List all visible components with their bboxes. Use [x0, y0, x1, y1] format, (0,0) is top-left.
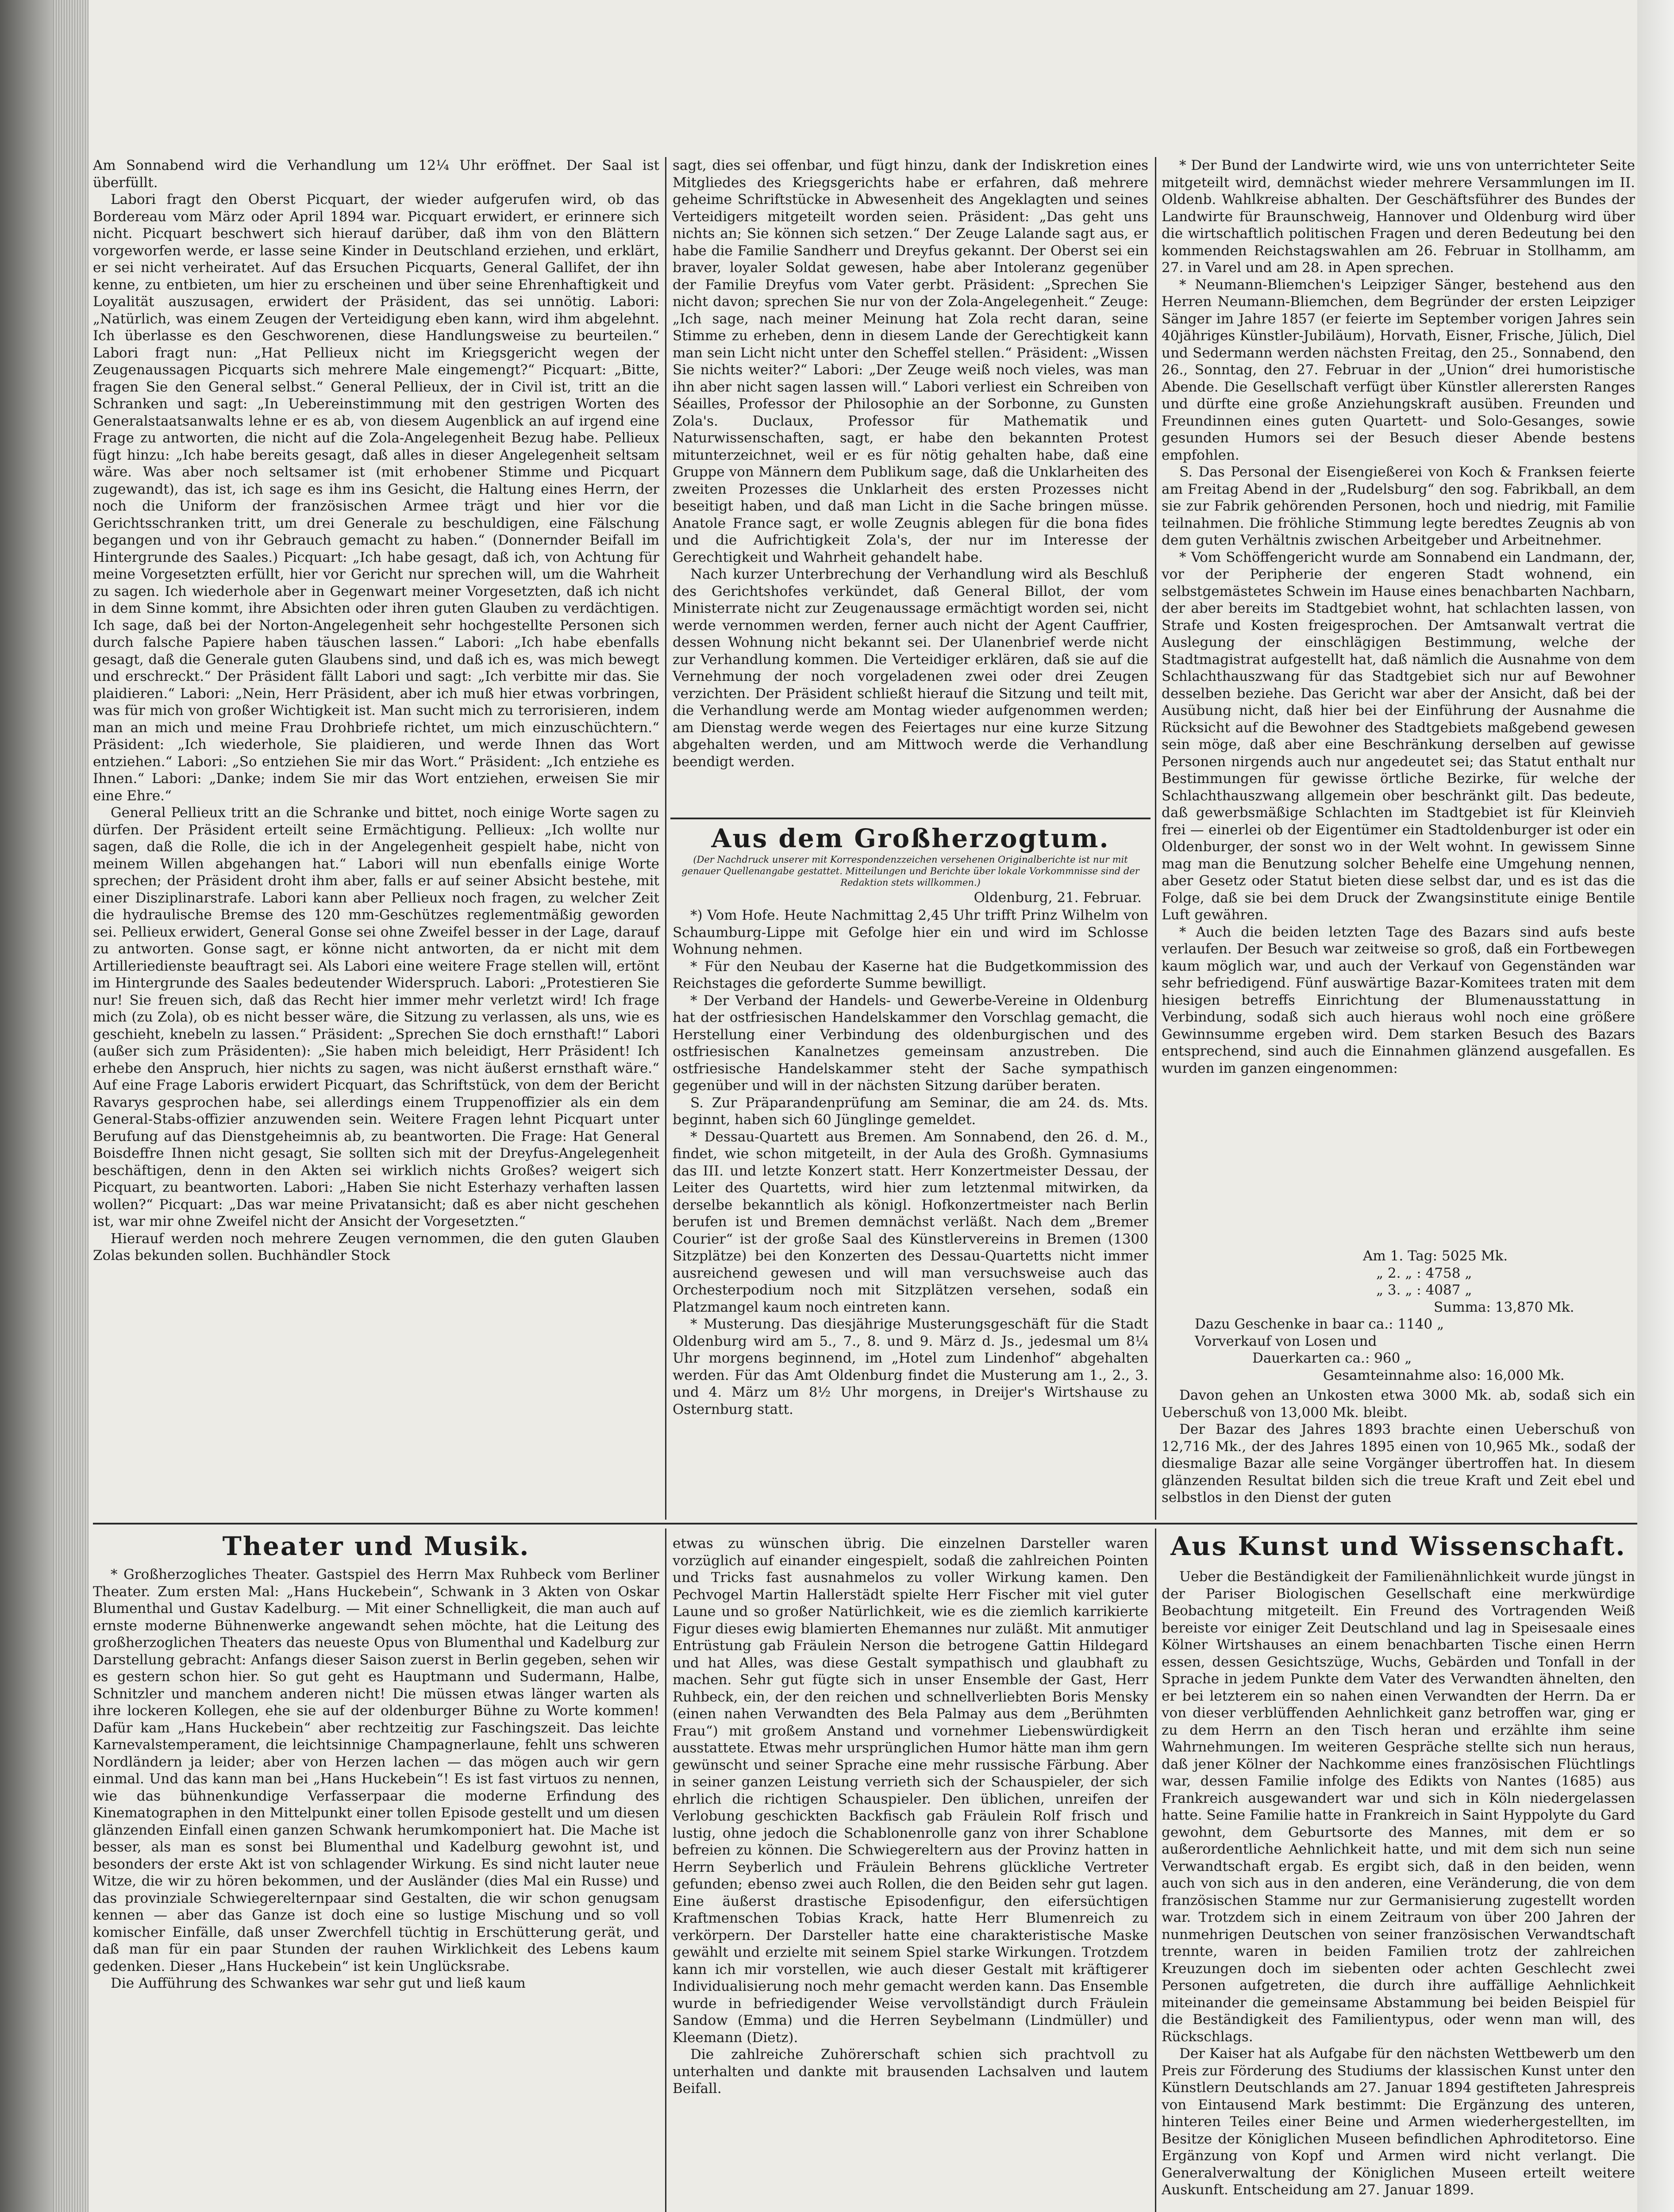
news-item: * Neumann-Bliemchen's Leipziger Sänger, bestehend aus den Herren Neumann-Bliemchen, dem Begründer der ersten Leipziger Sänger im Jahre 1857 (er feierte im September vorigen Jahres sein 40jähriges Künstler-Jubiläum), Horvath, Eisner, Frische, Jülich, Diel und Sedermann werden nächsten Freitag, den 25., Sonnabend, den 26., Sonntag, den 27. Februar in der „Union“ drei humoristische Abende. Die Gesellschaft verfügt über Künstler allerersten Ranges und dürfte eine große Anziehungskraft ausüben. Freunden und Freundinnen eines guten Quartett- und Solo-Gesanges, sowie gesunden Humors sei der Besuch dieser Abende bestens empfohlen.	[1162, 276, 1635, 463]
news-item: * Musterung. Das diesjährige Musterungsgeschäft für die Stadt Oldenburg wird am 5., 7., 8. und 9. März d. Js., jedesmal um 8¼ Uhr morgens beginnend, im „Hotel zum Lindenhof“ abgehalten werden. Für das Amt Oldenburg findet die Musterung am 1., 2., 3. und 4. März um 8½ Uhr morgens, in Dreijer's Wirtshause zu Osternburg statt.	[673, 1316, 1148, 1417]
totals-value: 1140 „	[1397, 1316, 1444, 1332]
column-divider	[665, 1528, 666, 2212]
news-item: Ueber die Beständigkeit der Familienähnlichkeit wurde jüngst in der Pariser Biologischen Gesellschaft eine merkwürdige Beobachtung mitgeteilt. Ein Freund des Vortragenden Weiß bereiste vor einiger Zeit Deutschland und lag in Speisesaale eines Kölner Wirtshauses an einem benachbarten Tische einen Herrn essen, dessen Gesichtszüge, Wuchs, Gebärden und Tonfall in der Sprache in jedem Punkte dem Vater des Verwandten ähnelten, den er bei letzterem ein so nahen einen Verwandten der Herrn. Da er von dieser verblüffenden Aehnlichkeit ganz betroffen war, ging er zu dem Herrn an den Tisch heran und erzählte ihm seine Wahrnehmungen. Im weiteren Gespräche stellte sich nun heraus, daß jener Kölner der Nachkomme eines französischen Flüchtlings war, dessen Familie infolge des Edikts von Nantes (1685) aus Frankreich ausgewandert war und sich in Köln niedergelassen hatte. Seine Familie hatte in Frankreich in Saint Hyppolyte du Gard gewohnt, dem Geburtsorte des Mannes, mit dem er so außerordentliche Aehnlichkeit hatte, und mit dem sich nun seine Verwandtschaft ergab. Es ergibt sich, daß in den beiden, wenn auch von sich aus in den anderen, eine Veränderung, die von dem französischen Stamme nur zur Germanisierung zugestellt worden war. Trotzdem sich in einem Zeitraum von über 200 Jahren der nunmehrigen Deutschen von seiner französischen Verwandtschaft trennte, waren in beiden Familien trotz der zahlreichen Kreuzungen doch im siebenten oder achten Geschlecht zwei Personen aufgetreten, die durch ihre auffällige Aehnlichkeit miteinander die gemeinsame Abstammung bei beiden Beispiel für die Beständigkeit des Familientypus, oder wenn man will, des Rückschlags.	[1162, 1569, 1635, 2045]
column-divider	[1155, 157, 1156, 1520]
totals-label: Summa:	[1434, 1299, 1491, 1315]
article-paragraph: Labori fragt den Oberst Picquart, der wieder aufgerufen wird, ob das Bordereau vom März oder April 1894 war. Picquart erwidert, er erinnere sich nicht. Picquart beschwert sich hierauf darüber, daß ihm von den Blättern vorgeworfen werde, er lasse seine Kinder in Deutschland erziehen, und erklärt, er sei nicht verheiratet. Auf das Ersuchen Picquarts, General Gallifet, der ihn kenne, zu entbieten, um hier zu erscheinen und über seine Ehrenhaftigkeit und Loyalität auszusagen, erwidert der Präsident, das sei unnötig. Labori: „Natürlich, was einem Zeugen der Verteidigung eben kann, wird ihm abgelehnt. Ich überlasse es den Geschworenen, diese Handlungsweise zu beurteilen.“ Labori fragt nun: „Hat Pellieux nicht im Kriegsgericht wegen der Zeugenaussagen Picquarts sich mehrere Male eingemengt?“ Picquart: „Bitte, fragen Sie den General selbst.“ General Pellieux, der in Civil ist, tritt an die Schranken und sagt: „In Uebereinstimmung mit den gestrigen Worten des Generalstaatsanwalts lehne er es ab, von diesem Augenblick an auf irgend eine Frage zu antworten, die nicht auf die Zola-Angelegenheit Bezug habe. Pellieux fügt hinzu: „Ich habe bereits gesagt, daß alles in dieser Angelegenheit seltsam wäre. Was aber noch seltsamer ist (mit erhobener Stimme und Picquart zugewandt), das ist, ich sage es ihm ins Gesicht, die Haltung eines Herrn, der noch die Uniform der französischen Armee trägt und hier vor die Gerichtsschranken tritt, um drei Generale zu beschuldigen, eine Fälschung begangen und von ihr Gebrauch gemacht zu haben.“ (Donnernder Beifall im Hintergrunde des Saales.) Picquart: „Ich habe gesagt, daß ich, von Achtung für meine Vorgesetzten erfüllt, hier vor Gericht nur sprechen will, um die Wahrheit zu sagen. Ich wiederhole aber in Gegenwart meiner Vorgesetzten, daß ich nicht in dem Sinne kommt, ihre Absichten oder ihren guten Glauben zu verdächtigen. Ich sage, daß bei der Norton-Angelegenheit sehr hochgestellte Personen sich durch falsche Papiere haben täuschen lassen.“ Labori: „Ich habe ebenfalls gesagt, daß die Generale guten Glaubens sind, und daß ich es, was mich bewegt und erschreckt.“ Der Präsident fällt Labori und sagt: „Ich verbitte mir das. Sie plaidieren.“ Labori: „Nein, Herr Präsident, aber ich muß hier etwas vorbringen, was für mich von großer Wichtigkeit ist. Man sucht mich zu terrorisieren, indem man an mich und meine Frau Drohbriefe richtet, um mich einzuschüchtern.“ Präsident: „Ich wiederhole, Sie plaidieren, und werde Ihnen das Wort entziehen.“ Labori: „So entziehen Sie mir das Wort.“ Präsident: „Ich entziehe es Ihnen.“ Labori: „Danke; indem Sie mir das Wort entziehen, erweisen Sie mir eine Ehre.“	[93, 192, 659, 804]
totals-value: 960 „	[1374, 1350, 1412, 1366]
totals-value: 4758 „	[1425, 1265, 1472, 1281]
totals-label: Dazu Geschenke in baar ca.:	[1195, 1316, 1393, 1332]
article-paragraph: Am Sonnabend wird die Verhandlung um 12¼ Uhr eröffnet. Der Saal ist überfüllt.	[93, 157, 659, 191]
article-paragraph: Nach kurzer Unterbrechung der Verhandlung wird als Beschluß des Gerichtshofes verkündet, daß General Billot, der vom Ministerrate nicht zur Zeugenaussage ermächtigt worden sei, nicht werde vernommen werden, ferner auch nicht der Agent Cauffrier, dessen Wohnung nicht bekannt sei. Der Ulanenbrief werde nicht zur Verhandlung kommen. Die Verteidiger erklären, daß sie auf die Vernehmung der noch vorgeladenen zwei oder drei Zeugen verzichten. Der Präsident schließt hierauf die Sitzung und teilt mit, die Verhandlung werde am Montag wieder aufgenommen werden; am Dienstag werde wegen des Feiertages nur eine kurze Sitzung abgehalten werden, und am Mittwoch werde die Verhandlung beendigt werden.	[673, 566, 1148, 770]
column-theater-cont	[673, 1535, 1148, 2212]
section-title-kunst: Aus Kunst und Wissenschaft.	[1170, 1531, 1626, 1561]
column-theater	[93, 1566, 659, 2212]
news-item: * Der Bund der Landwirte wird, wie uns von unterrichteter Seite mitgeteilt wird, demnächst wieder mehrere Versammlungen im II. Oldenb. Wahlkreise abhalten. Der Geschäftsführer des Bundes der Landwirte für Braunschweig, Hannover und Oldenburg wird über die wirtschaftlich politischen Fragen und deren Bedeutung bei den kommenden Reichstagswahlen am 26. Februar in Stollhamm, am 27. in Varel und am 28. in Apen sprechen.	[1162, 157, 1635, 276]
article-paragraph: sagt, dies sei offenbar, und fügt hinzu, dank der Indiskretion eines Mitgliedes des Kriegsgerichts habe er erfahren, daß mehrere geheime Schriftstücke in Abwesenheit des Angeklagten und seines Verteidigers mitgeteilt worden seien. Präsident: „Das geht uns nichts an; Sie können sich setzen.“ Der Zeuge Lalande sagt aus, er habe die Familie Sandherr und Dreyfus gekannt. Der Oberst sei ein braver, loyaler Soldat gewesen, habe aber Intoleranz gegenüber der Familie Dreyfus vom Vater gerbt. Präsident: „Sprechen Sie nicht davon; sprechen Sie nur von der Zola-Angelegenheit.“ Zeuge: „Ich sage, nach meiner Meinung hat Zola recht daran, seine Stimme zu erheben, denn in diesem Lande der Gerechtigkeit kann man sein Licht nicht unter den Scheffel stellen.“ Präsident: „Wissen Sie nichts weiter?“ Labori: „Der Zeuge weiß noch vieles, was man ihn aber nicht sagen lassen will.“ Labori verliest ein Schreiben von Séailles, Professor der Philosophie an der Sorbonne, zu Gunsten Zola's. Duclaux, Professor für Mathematik und Naturwissenschaften, sagt, er habe den bekannten Protest mitunterzeichnet, weil er es für nötig gehalten habe, daß eine Gruppe von Männern dem Publikum sage, daß die Unklarheiten des zweiten Prozesses die Unklarheit des ersten Prozesses nicht beseitigt haben, und daß man Licht in die Sache bringen müsse. Anatole France sagt, er wolle Zeugnis ablegen für die bona fides und die Aufrichtigkeit Zola's, der nur im Interesse der Gerechtigkeit und Wahrheit gehandelt habe.	[673, 157, 1148, 565]
column-grossherzogtum	[673, 907, 1148, 1520]
review-paragraph: Die zahlreiche Zuhörerschaft schien sich prachtvoll zu unterhalten und dankte mit brausenden Lachsalven und lautem Beifall.	[673, 2047, 1148, 2097]
news-item: S. Das Personal der Eisengießerei von Koch & Franksen feierte am Freitag Abend in der „Rudelsburg“ den sog. Fabrikball, an dem sie zur Fabrik gehörenden Personen, hoch und niedrig, mit Familie teilnahmen. Die fröhliche Stimmung legte beredtes Zeugnis ab von dem guten Verhältnis zwischen Arbeitgeber und Arbeitnehmer.	[1162, 464, 1635, 548]
column-bazaar-summary	[1162, 1387, 1635, 1520]
page-edges	[53, 0, 89, 2212]
section-title-grossherzogtum: Aus dem Großherzogtum.	[711, 823, 1110, 853]
page-margin-right	[1637, 0, 1674, 2212]
totals-label: Gesamteinnahme also:	[1323, 1367, 1481, 1383]
bazaar-totals	[1190, 1248, 1615, 1384]
news-item: * Dessau-Quartett aus Bremen. Am Sonnabend, den 26. d. M., findet, wie schon mitgeteilt, in der Aula des Großh. Gymnasiums das III. und letzte Konzert statt. Herr Konzertmeister Dessau, der Leiter des Quartetts, wird hier zum letztenmal mitwirken, da derselbe bekanntlich als königl. Hofkonzertmeister nach Berlin berufen ist und Bremen demnächst verläßt. Nach dem „Bremer Courier“ ist der große Saal des Künstlervereins in Bremen (1300 Sitzplätze) bei den Konzerten des Dessau-Quartetts nicht immer ausreichend gewesen und will man versuchsweise auch das Orchesterpodium noch mit Sitzplätzen versehen, sodaß ein Platzmangel kaum noch eintreten kann.	[673, 1129, 1148, 1315]
review-paragraph: * Großherzogliches Theater. Gastspiel des Herrn Max Ruhbeck vom Berliner Theater. Zum ersten Mal: „Hans Huckebein“, Schwank in 3 Akten von Oskar Blumenthal und Gustav Kadelburg. — Mit einer Schnelligkeit, die man auch auf ernste moderne Bühnenwerke angewandt sehen möchte, hat die Leitung des großherzoglichen Theaters das neueste Opus von Blumenthal und Kadelburg zur Darstellung gebracht: Anfangs dieser Saison zuerst in Berlin gegeben, sehen wir es gestern schon hier. So gut geht es Hauptmann und Sudermann, Halbe, Schnitzler und manchem anderen nicht! Die müssen etwas länger warten als ihre lockeren Kollegen, ehe sie auf der oldenburger Bühne zu Worte kommen! Dafür kam „Hans Huckebein“ aber rechtzeitig zur Faschingszeit. Das leichte Karnevalstemperament, die leichtsinnige Champagnerlaune, fehlt uns schweren Nordländern ja leider; aber von Herzen lachen — das mögen auch wir gern einmal. Und das kann man bei „Hans Huckebein“! Es ist fast virtuos zu nennen, wie das bühnenkundige Verfasserpaar die moderne Erfindung des Kinematographen in den Mittelpunkt einer tollen Episode gestellt und um diesen glänzenden Einfall einen ganzen Schwank herumkomponiert hat. Die Mache ist besser, als man es sonst bei Blumenthal und Kadelburg gewohnt ist, und besonders der erste Akt ist von schlagender Wirkung. Es sind nicht lauter neue Witze, die wir zu hören bekommen, und der Ausländer (dies Mal ein Russe) und das provinziale Schwiegerelternpaar sind Gestalten, die wir schon genugsam kennen — aber das Ganze ist doch eine so lustige Mischung und so voll komischer Einfälle, daß unser Zwerchfell tüchtig in Erschütterung gerät, und daß man für ein paar Stunden der rauhen Wirklichkeit des Lebens kaum gedenken. Dieser „Hans Huckebein“ ist kein Unglücksrabe.	[93, 1567, 659, 1974]
totals-label: Vorverkauf von Losen und	[1195, 1333, 1377, 1349]
totals-value: 4087 „	[1425, 1282, 1472, 1298]
news-item: *) Vom Hofe. Heute Nachmittag 2,45 Uhr trifft Prinz Wilhelm von Schaumburg-Lippe mit Gefolge hier ein und wird im Schlosse Wohnung nehmen.	[673, 907, 1148, 957]
dateline: Oldenburg, 21. Februar.	[974, 890, 1142, 906]
totals-label: Am 1. Tag:	[1363, 1248, 1438, 1264]
totals-label: „ 2. „ :	[1376, 1265, 1421, 1281]
column-divider	[1155, 1528, 1156, 2212]
totals-value: 13,870 Mk.	[1495, 1299, 1574, 1315]
news-item: * Der Verband der Handels- und Gewerbe-Vereine in Oldenburg hat der ostfriesischen Handelskammer den Vorschlag gemacht, die Herstellung einer Verbindung des oldenburgischen und des ostfriesischen Kanalnetzes gemeinsam anzustreben. Die ostfriesische Handelskammer steht der Sache sympathisch gegenüber und will in der nächsten Sitzung darüber beraten.	[673, 992, 1148, 1094]
reprint-note: (Der Nachdruck unserer mit Korrespondenzzeichen versehenen Originalberichte ist nur mit genauer Quellenangabe gestattet. Mitteilungen und Berichte über lokale Vorkommnisse sind der Redaktion stets willkommen.)	[681, 854, 1139, 888]
totals-label: „ 3. „ :	[1376, 1282, 1421, 1298]
news-item: * Auch die beiden letzten Tage des Bazars sind aufs beste verlaufen. Der Besuch war zeitweise so groß, daß ein Fortbewegen kaum möglich war, und auch der Verkauf von Gegenständen war sehr befriedigend. Fünf auswärtige Bazar-Komitees traten mit dem hiesigen betreffs Einrichtung der Blumenausstattung in Verbindung, sodaß sich auch hieraus wohl noch eine größere Gewinnsumme ergeben wird. Dem starken Besuch des Bazars entsprechend, sind auch die Einnahmen glänzend ausgefallen. Es wurden im ganzen eingenommen:	[1162, 924, 1635, 1076]
totals-value: 5025 Mk.	[1441, 1248, 1508, 1264]
review-paragraph: Die Aufführung des Schwankes war sehr gut und ließ kaum	[111, 1975, 526, 1991]
section-title-theater: Theater und Musik.	[222, 1531, 530, 1561]
totals-label: Dauerkarten ca.:	[1252, 1350, 1370, 1366]
review-paragraph: etwas zu wünschen übrig. Die einzelnen Darsteller waren vorzüglich auf einander eingespielt, sodaß die zahlreichen Pointen und Tricks fast ausnahmelos zu voller Wirkung kamen. Den Pechvogel Martin Hallerstädt spielte Herr Fischer mit viel guter Laune und so großer Natürlichkeit, wie es die ziemlich karrikierte Figur dieses ewig blamierten Ehemannes nur zuläßt. Mit anmutiger Entrüstung gab Fräulein Nerson die betrogene Gattin Hildegard und hat Alles, was diese Gestalt sympathisch und glaubhaft zu machen. Sehr gut fügte sich in unser Ensemble der Gast, Herr Ruhbeck, ein, der den reichen und schnellverliebten Boris Mensky (einen nahen Verwandten des Bela Palmay aus dem „Berühmten Frau“) mit großem Anstand und vornehmer Liebenswürdigkeit ausstattete. Etwas mehr ursprünglichen Humor hätte man ihm gern gewünscht und seiner Sprache eine mehr russische Färbung. Aber in seiner ganzen Leistung verrieth sich der Schauspieler, der sich ehrlich die richtigen Schauspieler. Den üblichen, unreifen der Verlobung geschickten Backfisch gab Fräulein Rolf frisch und lustig, ohne jedoch die Schablonenrolle ganz von ihrer Schablone befreien zu können. Die Schwiegereltern aus der Provinz hatten in Herrn Seyberlich und Fräulein Behrens glückliche Vertreter gefunden; ebenso zwei auch Rollen, die den Beiden sehr gut lagen. Eine äußerst drastische Episodenfigur, den eifersüchtigen Kraftmenschen Tobias Krack, hatte Herr Blumenreich zu verkörpern. Der Darsteller hatte eine charakteristische Maske gewählt und erzielte mit seinem Spiel starke Wirkungen. Trotzdem kann ich mir vorstellen, wie auch dieser Gestalt mit kräftigerer Individualisierung noch mehr gemacht werden kann. Das Ensemble wurde in befriedigender Weise vervollständigt durch Fräulein Sandow (Emma) und die Herren Seybelmann (Lindmüller) und Kleemann (Dietz).	[673, 1536, 1148, 2046]
section-rule	[93, 1523, 1637, 1525]
news-item: Der Kaiser hat als Aufgabe für den nächsten Wettbewerb um den Preis zur Förderung des Studiums der klassischen Kunst unter den Künstlern Deutschlands am 27. Januar 1894 gestifteten Jahrespreis von Eintausend Mark bestimmt: Die Ergänzung des unteren, hinteren Teiles einer Beine und Armen wiederhergestellten, im Besitze der Königlichen Museen befindlichen Aphroditetorso. Eine Ergänzung von Kopf und Armen wird nicht verlangt. Die Generalverwaltung der Königlichen Museen erteilt weitere Auskunft. Entscheidung am 27. Januar 1899.	[1162, 2046, 1635, 2198]
news-item: S. Zur Präparandenprüfung am Seminar, die am 24. ds. Mts. beginnt, haben sich 60 Jünglinge gemeldet.	[673, 1094, 1148, 1128]
section-rule	[670, 818, 1151, 819]
totals-value: 16,000 Mk.	[1485, 1367, 1565, 1383]
news-item: * Für den Neubau der Kaserne hat die Budgetkommission des Reichstages die geforderte Summe bewilligt.	[673, 958, 1148, 991]
column-kunst	[1162, 1568, 1635, 2198]
column-zola-trial-part1	[93, 157, 659, 1517]
news-item: Davon gehen an Unkosten etwa 3000 Mk. ab, sodaß sich ein Ueberschuß von 13,000 Mk. bleibt.	[1162, 1387, 1635, 1421]
article-paragraph: General Pellieux tritt an die Schranke und bittet, noch einige Worte sagen zu dürfen. Der Präsident erteilt seine Ermächtigung. Pellieux: „Ich wollte nur sagen, daß die Rolle, die ich in der Angelegenheit gespielt habe, nicht von meinem Willen abgehangen hat.“ Labori will nun ebenfalls einige Worte sprechen; der Präsident droht ihm aber, falls er auf seiner Absicht bestehe, mit einer Disziplinarstrafe. Labori kann aber Pellieux noch fragen, zu welcher Zeit die hydraulische Bremse des 120 mm-Geschützes reglementmäßig geworden sei. Pellieux erwidert, General Gonse sei ohne Zweifel besser in der Lage, darauf zu antworten. Gonse sagt, er könne nicht antworten, da er nicht mit dem Artilleriedienste beauftragt sei. Als Labori eine weitere Frage stellen will, ertönt im Hintergrunde des Saales bedeutender Widerspruch. Labori: „Protestieren Sie nur! Sie freuen sich, daß das Recht hier immer mehr verletzt wird! Ich frage mich (zu Zola), ob es nicht besser wäre, die Sitzung zu verlassen, als uns, wie es geschieht, knebeln zu lassen.“ Präsident: „Sprechen Sie doch ernsthaft!“ Labori (außer sich zum Präsidenten): „Sie haben mich beleidigt, Herr Präsident! Ich erhebe den Anspruch, hier nichts zu sagen, was nicht äußerst ernsthaft wäre.“ Auf eine Frage Laboris erwidert Picquart, das Schriftstück, von dem der Bericht Ravarys gesprochen habe, sei allerdings einem Truppenoffizier als ein dem General-Stabs-offizier anzuwenden sein. Weitere Fragen lehnt Picquart unter Berufung auf das Dienstgeheimnis ab, zu beantworten. Die Frage: Hat General Boisdeffre Ihnen nicht gesagt, Sie sollten sich mit der Dreyfus-Angelegenheit beschäftigen, denn in den Akten sei wirklich nichts Großes? weigert sich Picquart, zu beantworten. Labori: „Haben Sie nicht Esterhazy verhaften lassen wollen?“ Picquart: „Das war meine Privatansicht; daß es aber nicht geschehen ist, war mir ohne Zweifel nicht der Ansicht der Vorgesetzten.“	[93, 805, 659, 1229]
news-item: * Vom Schöffengericht wurde am Sonnabend ein Landmann, der, vor der Peripherie der engeren Stadt wohnend, ein selbstgemästetes Schwein im Hause eines benachbarten Nachbarn, der aber bereits im Stadtgebiet wohnt, hat schlachten lassen, von Strafe und Kosten freigesprochen. Der Amtsanwalt vertrat die Auslegung der einschlägigen Bestimmung, welche der Stadtmagistrat aufgestellt hat, daß nämlich die Ausnahme von dem Schlachthauszwang für das Stadtgebiet sich nur auf Bewohner desselben beziehe. Das Gericht war aber der Ansicht, daß bei der Ausübung nicht, daß hier bei der Einführung der Ausnahme die Rücksicht auf die Bewohner des Stadtgebiets maßgebend gewesen sein möge, daß aber eine Beschränkung derselben auf gewisse Personen nirgends auch nur angedeutet sei; das Statut enthalt nur Bestimmungen für gewisse örtliche Bezirke, für welche der Schlachthauszwang allgemein ober beschränkt gilt. Das bedeute, daß gewerbsmäßige Schlachten im Stadtgebiet ist für Kleinvieh frei — einerlei ob der Eigentümer ein Stadtoldenburger ist oder ein Oldenburger, der sonst wo in der Welt wohnt. In gewissem Sinne mag man die Benutzung solcher Behelfe eine Umgehung nennen, aber Gesetz oder Statut bieten diese selbst dar, und es ist das die Folge, daß sie bei dem Druck der Zwangsinstitute einige Bentile Luft gewähren.	[1162, 549, 1635, 923]
article-paragraph: Hierauf werden noch mehrere Zeugen vernommen, die den guten Glauben Zolas bekunden sollen. Buchhändler Stock	[93, 1230, 659, 1263]
column-zola-trial-part2	[673, 157, 1148, 812]
news-item: Der Bazar des Jahres 1893 brachte einen Ueberschuß von 12,716 Mk., der des Jahres 1895 einen von 10,965 Mk., sodaß der diesmalige Bazar alle seine Vorgänger übertroffen hat. In diesem glänzenden Resultat bilden sich die treue Kraft und Zeit ebel und selbstlos in den Dienst der guten	[1162, 1421, 1635, 1505]
column-divider	[665, 157, 666, 1520]
